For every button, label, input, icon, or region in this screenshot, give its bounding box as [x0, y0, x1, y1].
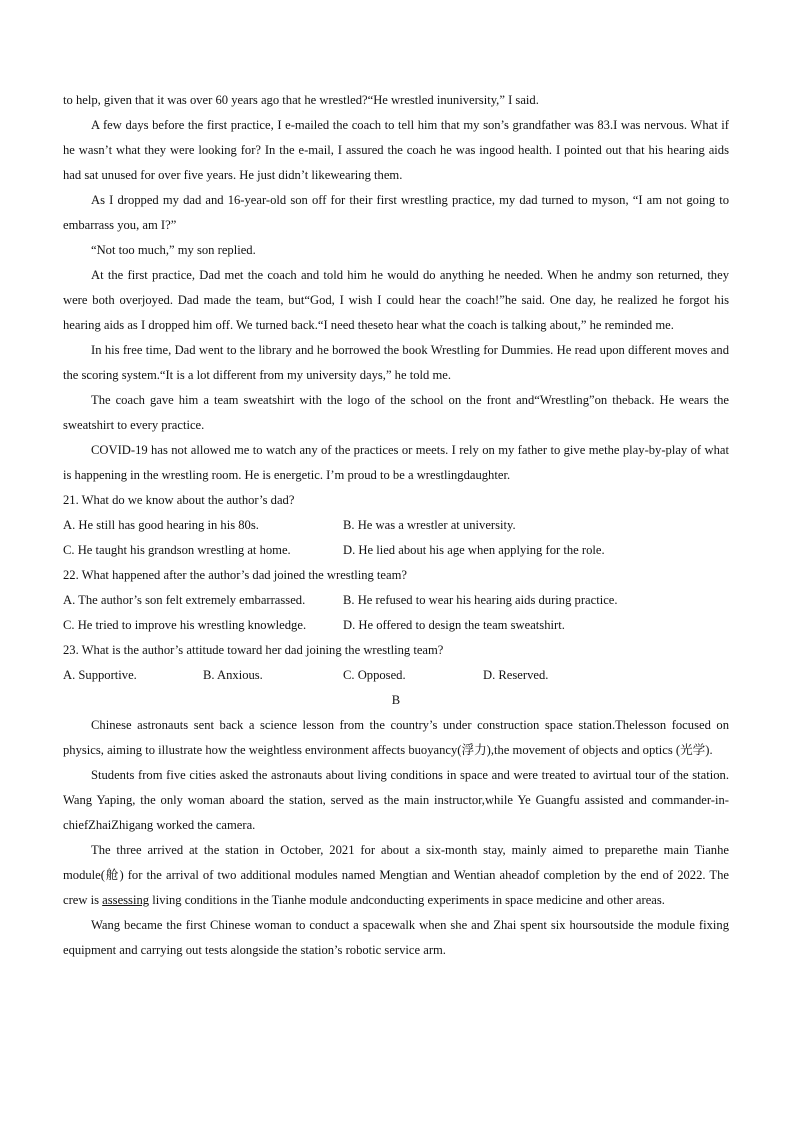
paragraph-text: The crew is [63, 868, 730, 907]
paragraph: Wang became the first Chinese woman to conduct a spacewalk when she and Zhai spent six hoursoutside the module fixing equipment and carrying out tests alongside the station’s robotic service arm. [63, 918, 729, 957]
document-page [63, 88, 729, 963]
section-heading: B [391, 693, 401, 707]
question-options-22-cd [63, 613, 729, 638]
option-21b: B. He was a wrestler at university. [343, 518, 516, 532]
paragraph-text: living conditions in the Tianhe module andconducting experiments in space medicine and other areas. [149, 893, 665, 907]
option-21c: C. He taught his grandson wrestling at home. [63, 543, 291, 557]
option-22d: D. He offered to design the team sweatshirt. [343, 618, 565, 632]
paragraph: As I dropped my dad and 16-year-old son off for their first wrestling practice, my dad turned to myson, “I am not going to embarrass you, am I?” [63, 193, 729, 232]
option-22b: B. He refused to wear his hearing aids during practice. [343, 593, 618, 607]
paragraph: A few days before the first practice, I e-mailed the coach to tell him that my son’s grandfather was 83.I was nervous. What if he wasn’t what they were looking for? In the e-mail, I assured the coach he was ingood health. I pointed out that his hearing aids had sat unused for over five years. He just didn’t likewearing them. [63, 118, 729, 182]
option-21a: A. He still has good hearing in his 80s. [63, 518, 259, 532]
option-23d: D. Reserved. [483, 668, 549, 682]
option-22c: C. He tried to improve his wrestling knowledge. [63, 618, 307, 632]
question-stem-23: 23. What is the author’s attitude toward her dad joining the wrestling team? [63, 643, 444, 657]
option-23c: C. Opposed. [343, 668, 406, 682]
option-23a: A. Supportive. [63, 668, 137, 682]
question-stem-21: 21. What do we know about the author’s dad? [63, 493, 295, 507]
paragraph [63, 838, 729, 913]
option-21d: D. He lied about his age when applying for the role. [343, 543, 605, 557]
option-22a: A. The author’s son felt extremely embarrassed. [63, 593, 306, 607]
paragraph: In his free time, Dad went to the library and he borrowed the book Wrestling for Dummies. He read upon different moves and the scoring system.“It is a lot different from my university days,” he told me. [63, 343, 729, 382]
paragraph: Students from five cities asked the astronauts about living conditions in space and were treated to avirtual tour of the station. Wang Yaping, the only woman aboard the station, served as the main instructor,while Ye Guangfu assisted and commander-in-chiefZhaiZhigang worked the camera. [63, 768, 729, 832]
question-options-21-cd [63, 538, 729, 563]
question-stem-22: 22. What happened after the author’s dad joined the wrestling team? [63, 568, 407, 582]
question-options-23 [63, 663, 729, 688]
paragraph: At the first practice, Dad met the coach and told him he would do anything he needed. When he andmy son returned, they were both overjoyed. Dad made the team, but“God, I wish I could hear the coach!”he said. One day, he realized he forgot his hearing aids as I dropped him off. We turned back.“I need theseto hear what the coach is talking about,” he reminded me. [63, 268, 729, 332]
paragraph: Chinese astronauts sent back a science lesson from the country’s under construction space station.Thelesson focused on physics, aiming to illustrate how the weightless environment affects buoyancy(浮力),the movement of objects and optics (光学). [63, 718, 729, 757]
paragraph: to help, given that it was over 60 years ago that he wrestled?“He wrestled inuniversity,” I said. [63, 93, 539, 107]
question-options-22 [63, 588, 729, 613]
underlined-word: assessing [102, 893, 150, 907]
question-options-21 [63, 513, 729, 538]
paragraph: The coach gave him a team sweatshirt with the logo of the school on the front and“Wrestling”on theback. He wears the sweatshirt to every practice. [63, 393, 729, 432]
paragraph: COVID-19 has not allowed me to watch any of the practices or meets. I rely on my father to give methe play-by-play of what is happening in the wrestling room. He is energetic. I’m proud to be a wrestlingdaughter. [63, 443, 729, 482]
paragraph: “Not too much,” my son replied. [91, 243, 256, 257]
paragraph-text: The three arrived at the station in October, 2021 for about a six-month stay, mainly aimed to preparethe main Tianhe module(舱) for the arrival of two additional modules named Mengtian and Wentian aheadof completion by the end of 2022. [63, 843, 729, 882]
option-23b: B. Anxious. [203, 668, 263, 682]
